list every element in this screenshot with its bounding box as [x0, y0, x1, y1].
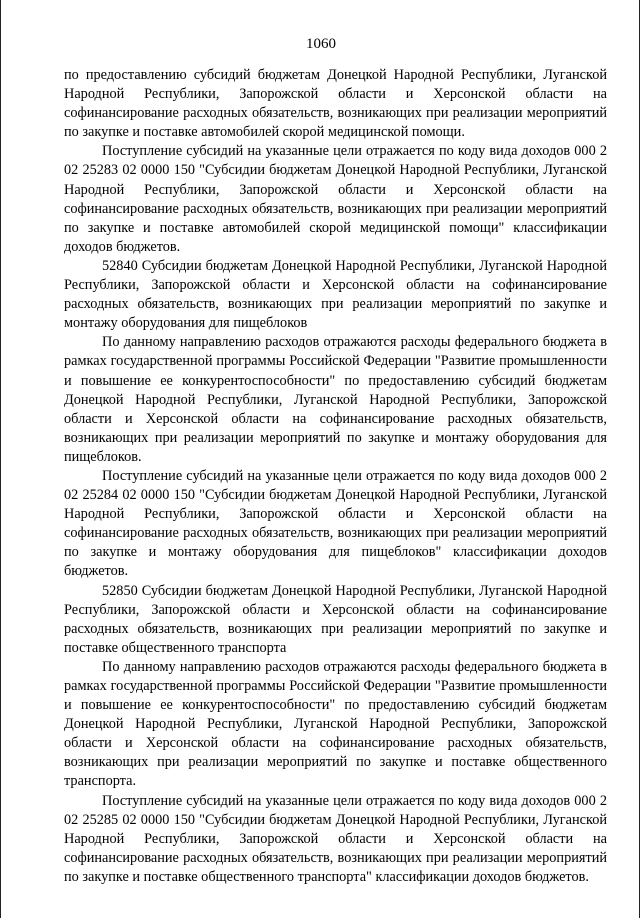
- paragraph-heading-52850: 52850 Субсидии бюджетам Донецкой Народной Республики, Луганской Народной Республики, Запорожской области и Херсонской области на софинансирование расходных обязательств, возникающих при реализации мероприятий по закупке и поставке общественного транспорта: [64, 582, 607, 656]
- paragraph-income-code-25283: Поступление субсидий на указанные цели отражается по коду вида доходов 000 2 02 25283 02 0000 150 "Субсидии бюджетам Донецкой Народной Республики, Луганской Народной Республики, Запорожской области и Херсонской области на софинансирование расходных обязательств, возникающих при реализации мероприятий по закупке и поставке автомобилей скорой медицинской помощи" классификации доходов бюджетов.: [64, 143, 607, 255]
- paragraph-continuation: по предоставлению субсидий бюджетам Донецкой Народной Республики, Луганской Народной Республики, Запорожской области и Херсонской области на софинансирование расходных обязательств, возникающих при реализации мероприятий по закупке и поставке автомобилей скорой медицинской помощи.: [64, 67, 607, 141]
- paragraph-expenses-52850: По данному направлению расходов отражаются расходы федерального бюджета в рамках государственной программы Российской Федерации "Развитие промышленности и повышение ее конкурентоспособности" по предоставлению субсидий бюджетам Донецкой Народной Республики, Луганской Народной Республики, Запорожской области и Херсонской области на софинансирование расходных обязательств, возникающих при реализации мероприятий по закупке и поставке общественного транспорта.: [64, 658, 607, 790]
- paragraph-expenses-52840: По данному направлению расходов отражаются расходы федерального бюджета в рамках государственной программы Российской Федерации "Развитие промышленности и повышение ее конкурентоспособности" по предоставлению субсидий бюджетам Донецкой Народной Республики, Луганской Народной Республики, Запорожской области и Херсонской области на софинансирование расходных обязательств, возникающих при реализации мероприятий по закупке и монтажу оборудования для пищеблоков.: [64, 334, 607, 465]
- paragraph-income-code-25285: Поступление субсидий на указанные цели отражается по коду вида доходов 000 2 02 25285 02 0000 150 "Субсидии бюджетам Донецкой Народной Республики, Луганской Народной Республики, Запорожской области и Херсонской области на софинансирование расходных обязательств, возникающих при реализации мероприятий по закупке и поставке общественного транспорта" классификации доходов бюджетов.: [64, 792, 607, 885]
- page-number: 1060: [306, 36, 336, 52]
- paragraph-heading-52840: 52840 Субсидии бюджетам Донецкой Народной Республики, Луганской Народной Республики, Запорожской области и Херсонской области на софинансирование расходных обязательств, возникающих при реализации мероприятий по закупке и монтажу оборудования для пищеблоков: [64, 257, 607, 332]
- paragraph-income-code-25284: Поступление субсидий на указанные цели отражается по коду вида доходов 000 2 02 25284 02 0000 150 "Субсидии бюджетам Донецкой Народной Республики, Луганской Народной Республики, Запорожской области и Херсонской области на софинансирование расходных обязательств, возникающих при реализации мероприятий по закупке и монтажу оборудования для пищеблоков" классификации доходов бюджетов.: [64, 467, 607, 580]
- document-body: [64, 66, 607, 887]
